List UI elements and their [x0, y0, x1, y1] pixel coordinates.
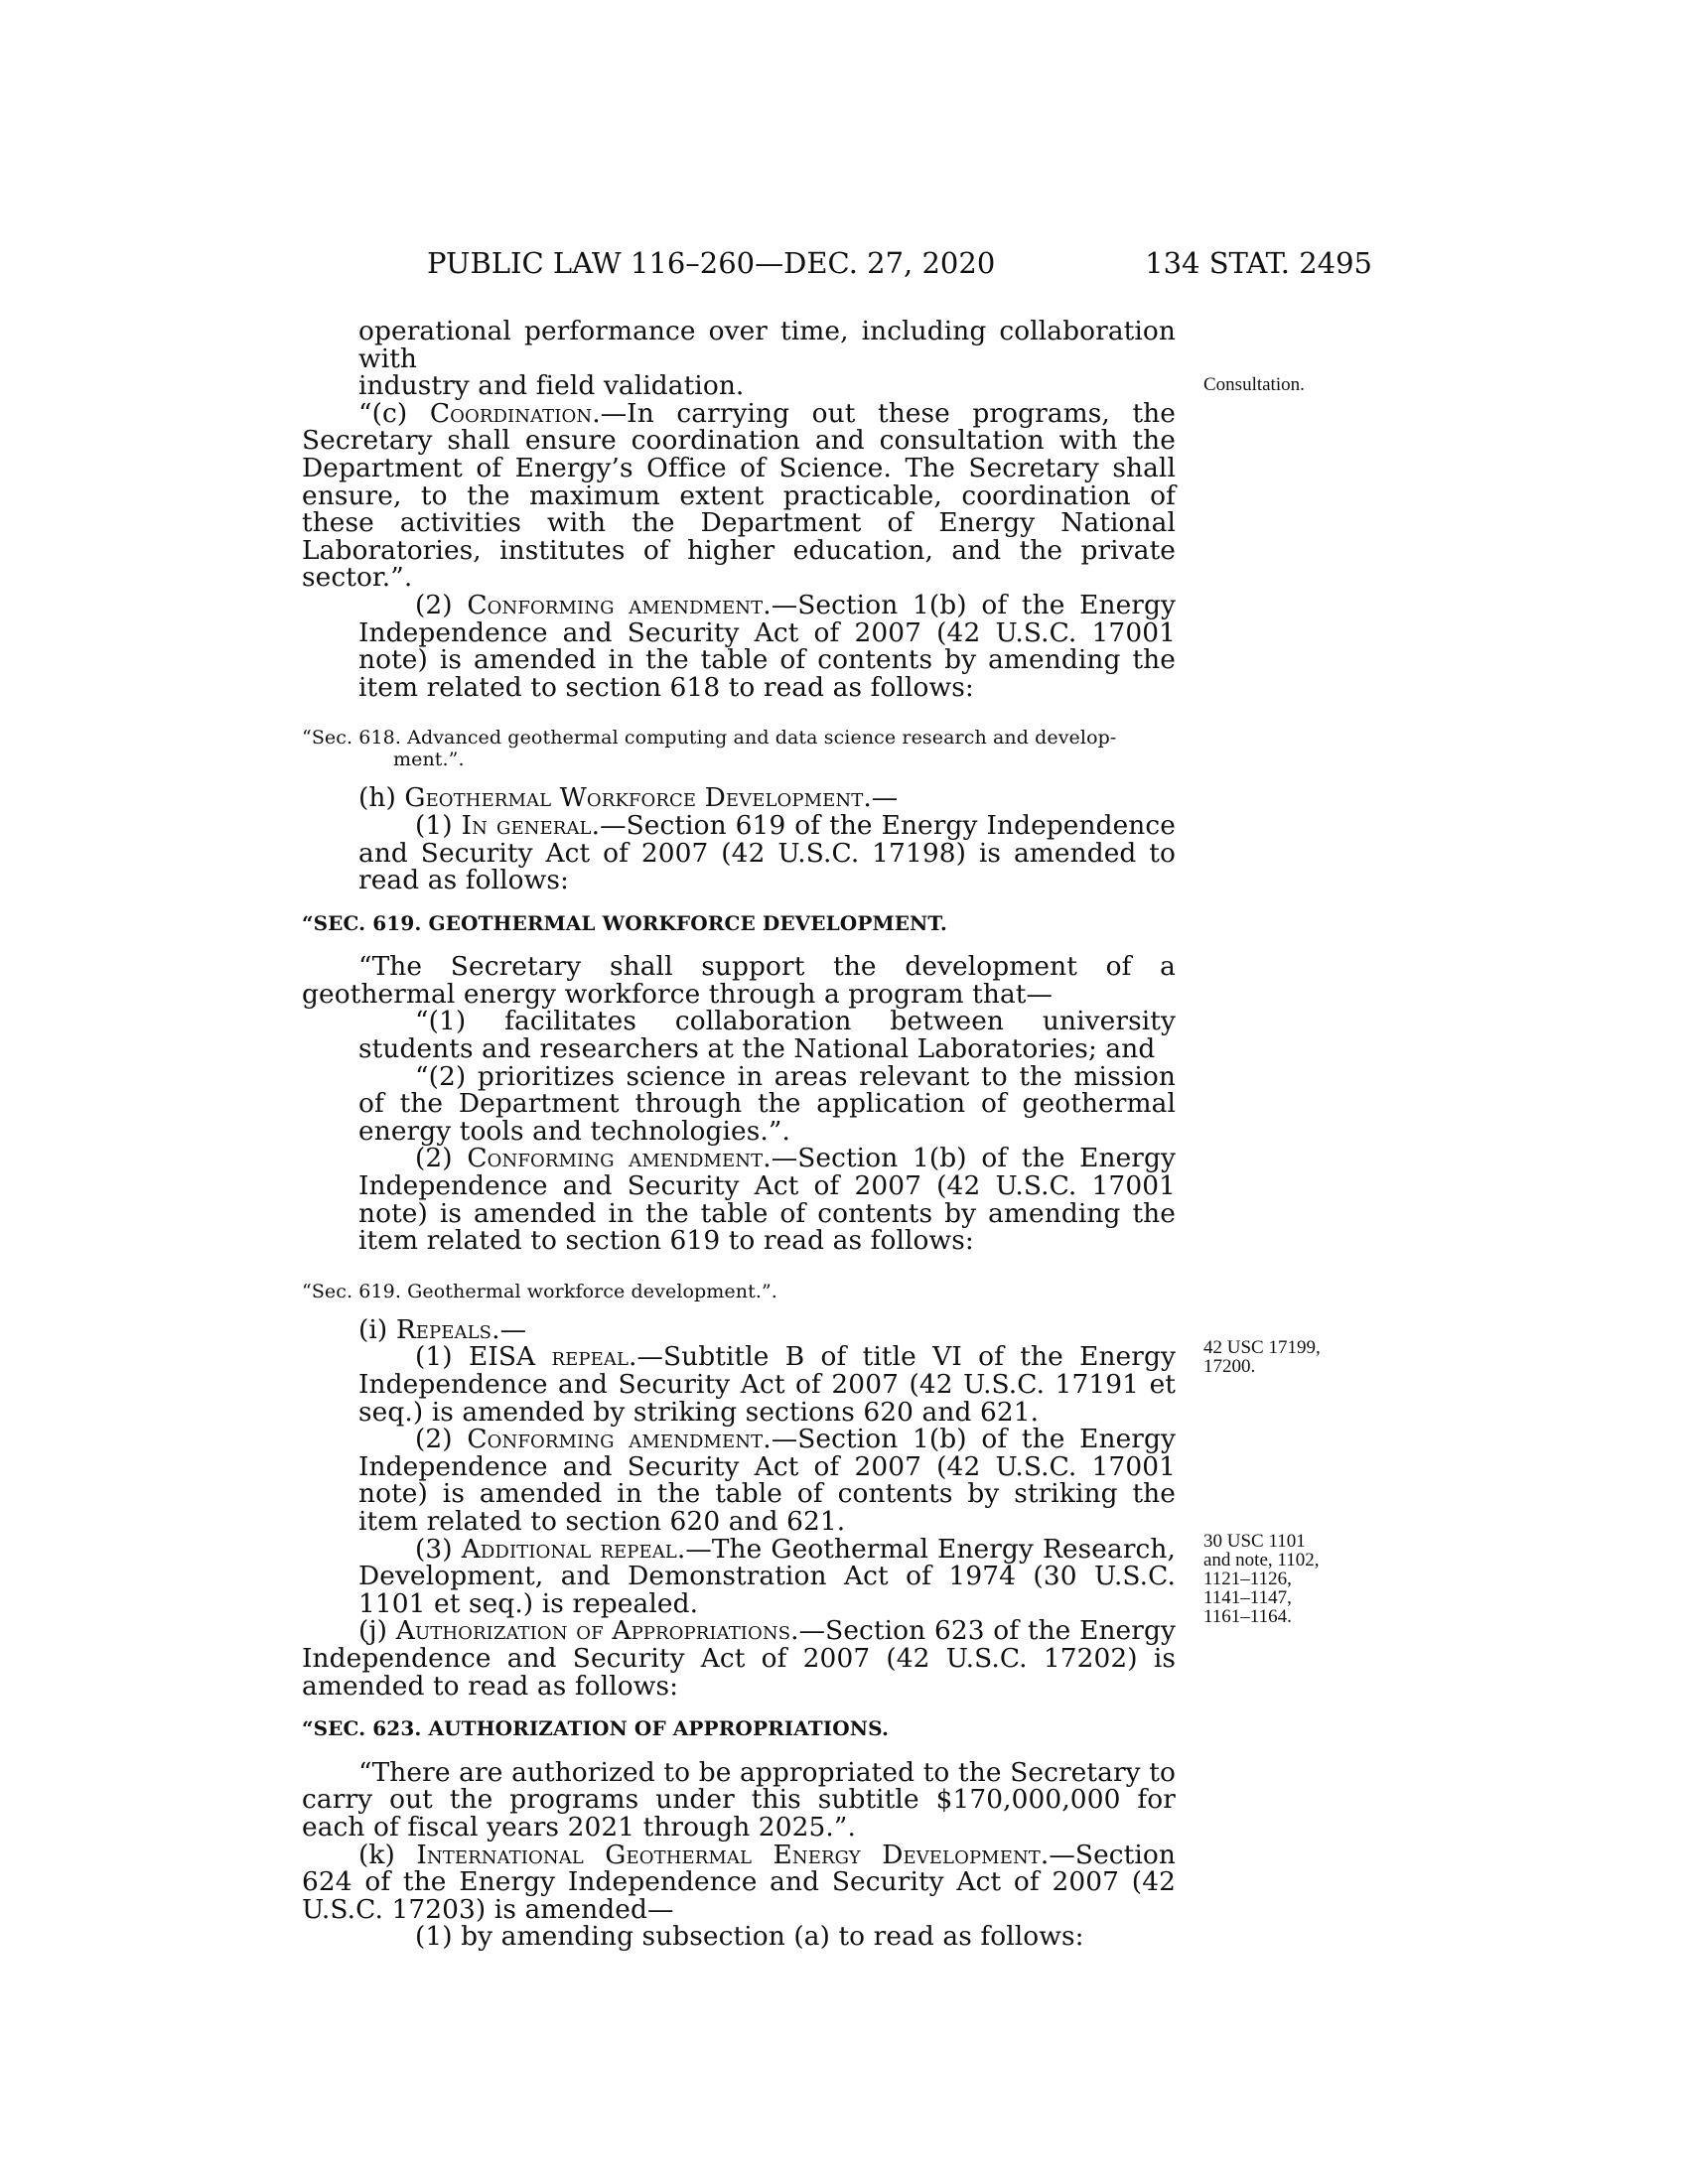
section-623-text: “There are authorized to be appropriated to the Secretary to carry out the programs under this subtitle $170,000,000 for each of fiscal years 2021 through 2025.”.: [302, 1756, 1176, 1843]
subsection-c-coordination: “(c) Coordination.—In carrying out these programs, the Secretary shall ensure coordination and consultation with the Department of Energy’s Office of Science. The Secretary shall ensure, to the maximum extent practicable, coordination of these activities with the Department of Energy National Laboratories, institutes of higher education, and the private sector.”.: [302, 397, 1176, 594]
margin-note-usc-17199: 42 USC 17199, 17200.: [1203, 1337, 1321, 1377]
paragraph-continuation: operational performance over time, including collaboration with industry and field validation.: [358, 316, 1176, 402]
subsection-h-heading: (h) Geothermal Workforce Development.—: [358, 782, 899, 814]
toc-item-619: “Sec. 619. Geothermal workforce development.”.: [302, 1280, 777, 1302]
paragraph-h2-conforming-619: (2) Conforming amendment.—Section 1(b) of the Energy Independence and Security Act of 2007 (42 U.S.C. 17001 note) is amended in the table of contents by amending the item related to section 619 to read as follows:: [358, 1143, 1177, 1257]
paragraph-k1: (1) by amending subsection (a) to read as follows:: [415, 1921, 1084, 1953]
toc-item-618: “Sec. 618. Advanced geothermal computing and data science research and develop- ment.”.: [302, 727, 1117, 771]
paragraph-h1-in-general: (1) In general.—Section 619 of the Energy Independence and Security Act of 2007 (42 U.S.C. 17198) is amended to read as follows:: [358, 809, 1176, 896]
section-623-heading: “SEC. 623. AUTHORIZATION OF APPROPRIATIONS.: [302, 1716, 890, 1741]
paragraph-2-conforming-618: (2) Conforming amendment.—Section 1(b) of the Energy Independence and Security Act of 2007 (42 U.S.C. 17001 note) is amended in the table of contents by amending the item related to section 618 to read as follows:: [358, 589, 1177, 703]
paragraph-i1-eisa-repeal: (1) EISA repeal.—Subtitle B of title VI of the Energy Independence and Security Act of 2007 (42 U.S.C. 17191 et seq.) is amended by striking sections 620 and 621.: [358, 1341, 1176, 1428]
section-619-intro: “The Secretary shall support the development of a geothermal energy workforce through a program that—: [302, 951, 1176, 1010]
subsection-j-authorization: (j) Authorization of Appropriations.—Section 623 of the Energy Independence and Security Act of 2007 (42 U.S.C. 17202) is amended to read as follows:: [302, 1615, 1176, 1702]
margin-note-consultation: Consultation.: [1203, 374, 1305, 395]
paragraph-i3-additional-repeal: (3) Additional repeal.—The Geothermal Energy Research, Development, and Demonstration Act of 1974 (30 U.S.C. 1101 et seq.) is repealed.: [358, 1533, 1177, 1619]
section-619-heading: “SEC. 619. GEOTHERMAL WORKFORCE DEVELOPMENT.: [302, 910, 947, 935]
document-body: [302, 318, 1176, 1951]
margin-note-usc-1101: 30 USC 1101 and note, 1102, 1121–1126, 1141–1147, 1161–1164.: [1203, 1531, 1320, 1627]
section-619-item-1: “(1) facilitates collaboration between university students and researchers at the National Laboratories; and: [358, 1006, 1176, 1065]
statute-page-number: 134 STAT. 2495: [1145, 246, 1372, 280]
subsection-k-international: (k) International Geothermal Energy Development.—Section 624 of the Energy Independence and Security Act of 2007 (42 U.S.C. 17203) is amended—: [302, 1839, 1176, 1925]
paragraph-i2-conforming: (2) Conforming amendment.—Section 1(b) of the Energy Independence and Security Act of 2007 (42 U.S.C. 17001 note) is amended in the table of contents by striking the item related to section 620 and 621.: [358, 1424, 1177, 1537]
section-619-item-2: “(2) prioritizes science in areas relevant to the mission of the Department through the application of geothermal energy tools and technologies.”.: [358, 1060, 1176, 1147]
public-law-citation: PUBLIC LAW 116–260—DEC. 27, 2020: [427, 246, 996, 280]
page-header: [302, 246, 1372, 286]
subsection-i-repeals: (i) Repeals.—: [358, 1313, 527, 1345]
